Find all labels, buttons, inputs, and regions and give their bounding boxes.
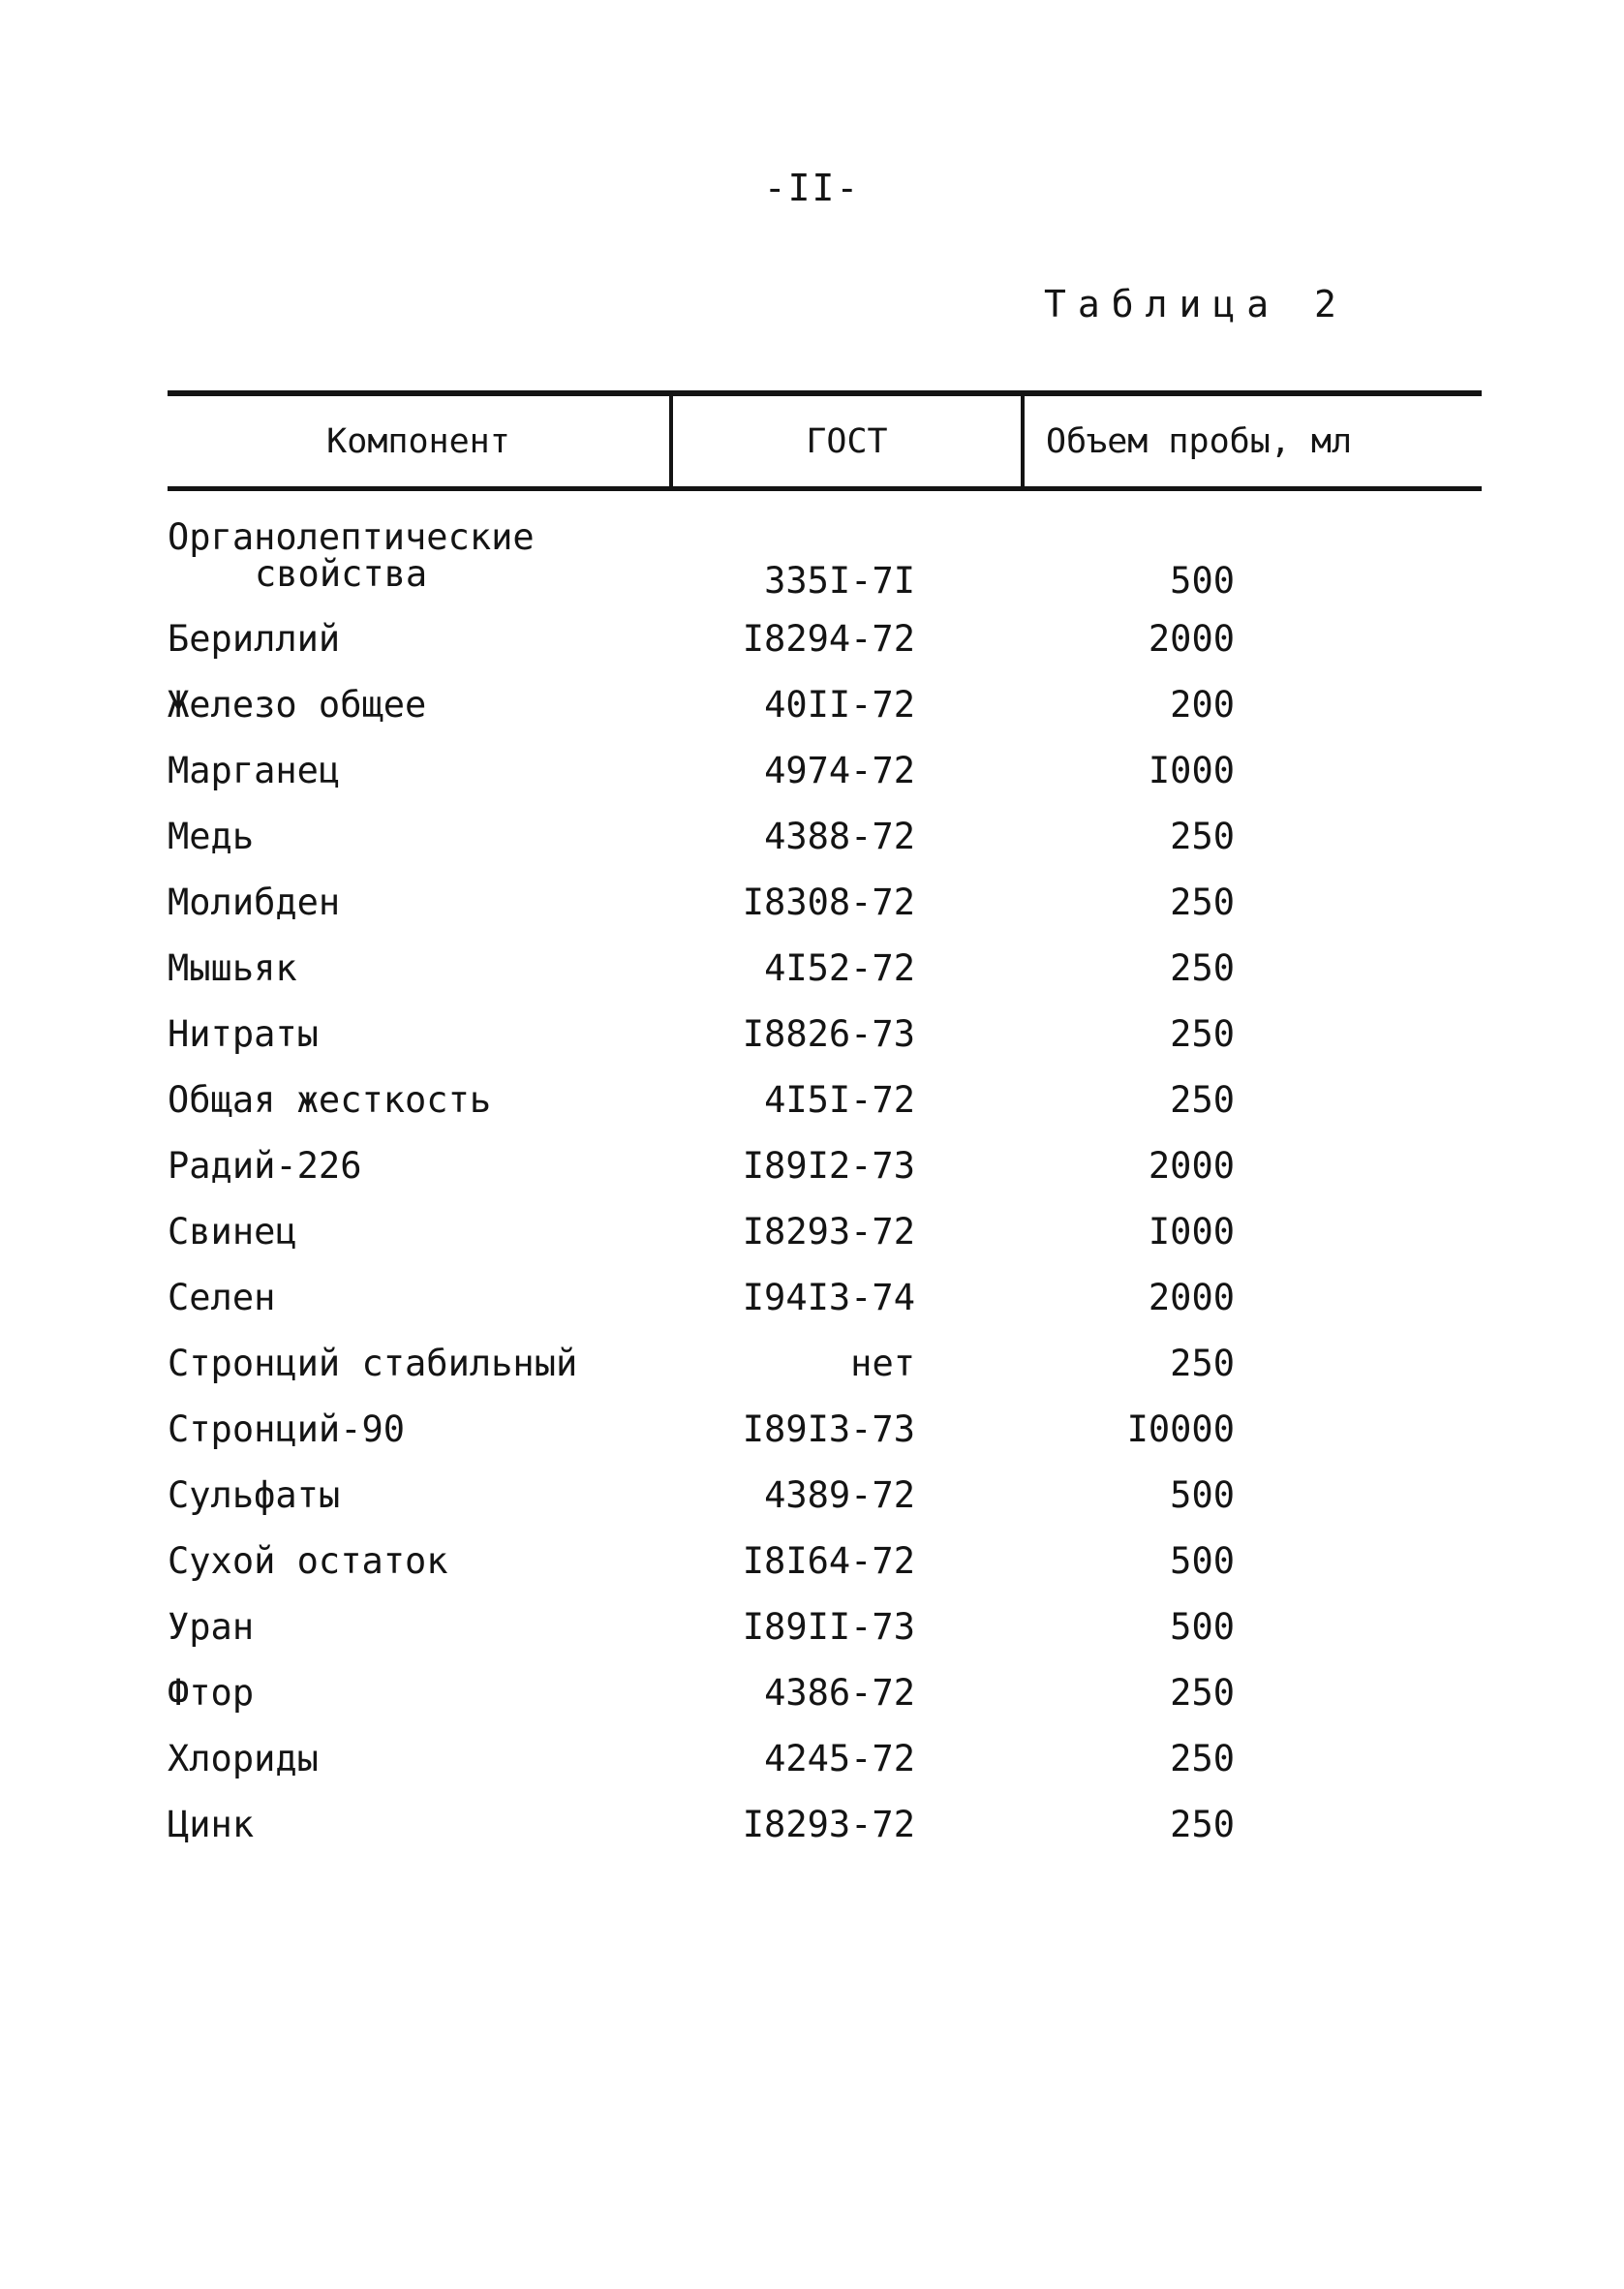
volume-cell: 250 — [1170, 1343, 1235, 1384]
gost-cell: I8293-72 — [742, 1211, 915, 1253]
component-cell: Бериллий — [168, 618, 341, 660]
volume-cell: 500 — [1170, 560, 1235, 602]
component-cell: Железо общее — [168, 684, 427, 726]
gost-cell: 4386-72 — [764, 1672, 915, 1714]
table-row — [0, 1467, 1624, 1525]
table-row — [0, 808, 1624, 866]
volume-cell: 2000 — [1148, 618, 1235, 660]
volume-cell: 250 — [1170, 1013, 1235, 1055]
table-row — [0, 1401, 1624, 1459]
component-cell: Медь — [168, 816, 255, 857]
volume-cell: 500 — [1170, 1606, 1235, 1648]
component-cell: Молибден — [168, 882, 341, 923]
gost-cell: I8308-72 — [742, 882, 915, 923]
table-row — [0, 1203, 1624, 1261]
table-row — [0, 1796, 1624, 1854]
component-cell: Цинк — [168, 1804, 255, 1845]
volume-cell: I0000 — [1126, 1408, 1235, 1450]
component-name-line2: свойства — [255, 553, 428, 595]
gost-cell: 4245-72 — [764, 1738, 915, 1779]
volume-cell: 200 — [1170, 684, 1235, 726]
gost-cell: 4974-72 — [764, 750, 915, 791]
component-cell: Общая жесткость — [168, 1079, 492, 1121]
gost-cell: нет — [850, 1343, 915, 1384]
gost-cell: 40II-72 — [764, 684, 915, 726]
table-row — [0, 1137, 1624, 1195]
volume-cell: 500 — [1170, 1474, 1235, 1516]
table-row — [0, 1335, 1624, 1393]
volume-cell: 250 — [1170, 816, 1235, 857]
gost-cell: I89II-73 — [742, 1606, 915, 1648]
gost-cell: 4I52-72 — [764, 947, 915, 989]
component-cell: Хлориды — [168, 1738, 319, 1779]
table-title: Таблица 2 — [1044, 283, 1348, 325]
table-row — [0, 1005, 1624, 1064]
gost-cell: I94I3-74 — [742, 1277, 915, 1318]
component-cell — [168, 516, 535, 595]
component-cell: Уран — [168, 1606, 255, 1648]
volume-cell: I000 — [1148, 1211, 1235, 1253]
table-row — [0, 610, 1624, 668]
table-row — [0, 1598, 1624, 1656]
component-cell: Сульфаты — [168, 1474, 341, 1516]
component-cell: Селен — [168, 1277, 276, 1318]
table-row — [0, 940, 1624, 998]
component-cell: Фтор — [168, 1672, 255, 1714]
volume-cell: I000 — [1148, 750, 1235, 791]
component-cell: Радий-226 — [168, 1145, 362, 1187]
component-cell: Стронций стабильный — [168, 1343, 578, 1384]
gost-cell: I8293-72 — [742, 1804, 915, 1845]
header-component: Компонент — [168, 396, 673, 486]
table-header — [168, 390, 1482, 491]
header-volume: Объем пробы, мл — [1046, 421, 1353, 461]
page-number: -II- — [763, 167, 861, 209]
table-row — [0, 1730, 1624, 1788]
table-row — [0, 1071, 1624, 1129]
table-row — [0, 1532, 1624, 1591]
gost-cell: I8826-73 — [742, 1013, 915, 1055]
gost-cell: I89I3-73 — [742, 1408, 915, 1450]
gost-cell: 4I5I-72 — [764, 1079, 915, 1121]
gost-cell: I8294-72 — [742, 618, 915, 660]
table-row — [0, 874, 1624, 932]
table-row — [0, 1269, 1624, 1327]
volume-cell: 250 — [1170, 1079, 1235, 1121]
volume-cell: 250 — [1170, 947, 1235, 989]
table-row — [0, 513, 1624, 620]
gost-cell: I89I2-73 — [742, 1145, 915, 1187]
volume-cell: 2000 — [1148, 1277, 1235, 1318]
volume-cell: 250 — [1170, 882, 1235, 923]
component-name-line1: Органолептические — [168, 516, 535, 558]
volume-cell: 500 — [1170, 1540, 1235, 1582]
volume-cell: 250 — [1170, 1804, 1235, 1845]
component-cell: Свинец — [168, 1211, 297, 1253]
gost-cell: 4389-72 — [764, 1474, 915, 1516]
table-row — [0, 742, 1624, 800]
table-row — [0, 1664, 1624, 1722]
volume-cell: 2000 — [1148, 1145, 1235, 1187]
gost-cell: 335I-7I — [764, 560, 915, 602]
component-cell: Стронций-90 — [168, 1408, 406, 1450]
gost-cell: 4388-72 — [764, 816, 915, 857]
component-cell: Нитраты — [168, 1013, 319, 1055]
component-cell: Мышьяк — [168, 947, 297, 989]
gost-cell: I8I64-72 — [742, 1540, 915, 1582]
volume-cell: 250 — [1170, 1738, 1235, 1779]
header-gost: ГОСТ — [673, 396, 1025, 486]
table-row — [0, 676, 1624, 734]
component-cell: Марганец — [168, 750, 341, 791]
component-cell: Сухой остаток — [168, 1540, 448, 1582]
volume-cell: 250 — [1170, 1672, 1235, 1714]
